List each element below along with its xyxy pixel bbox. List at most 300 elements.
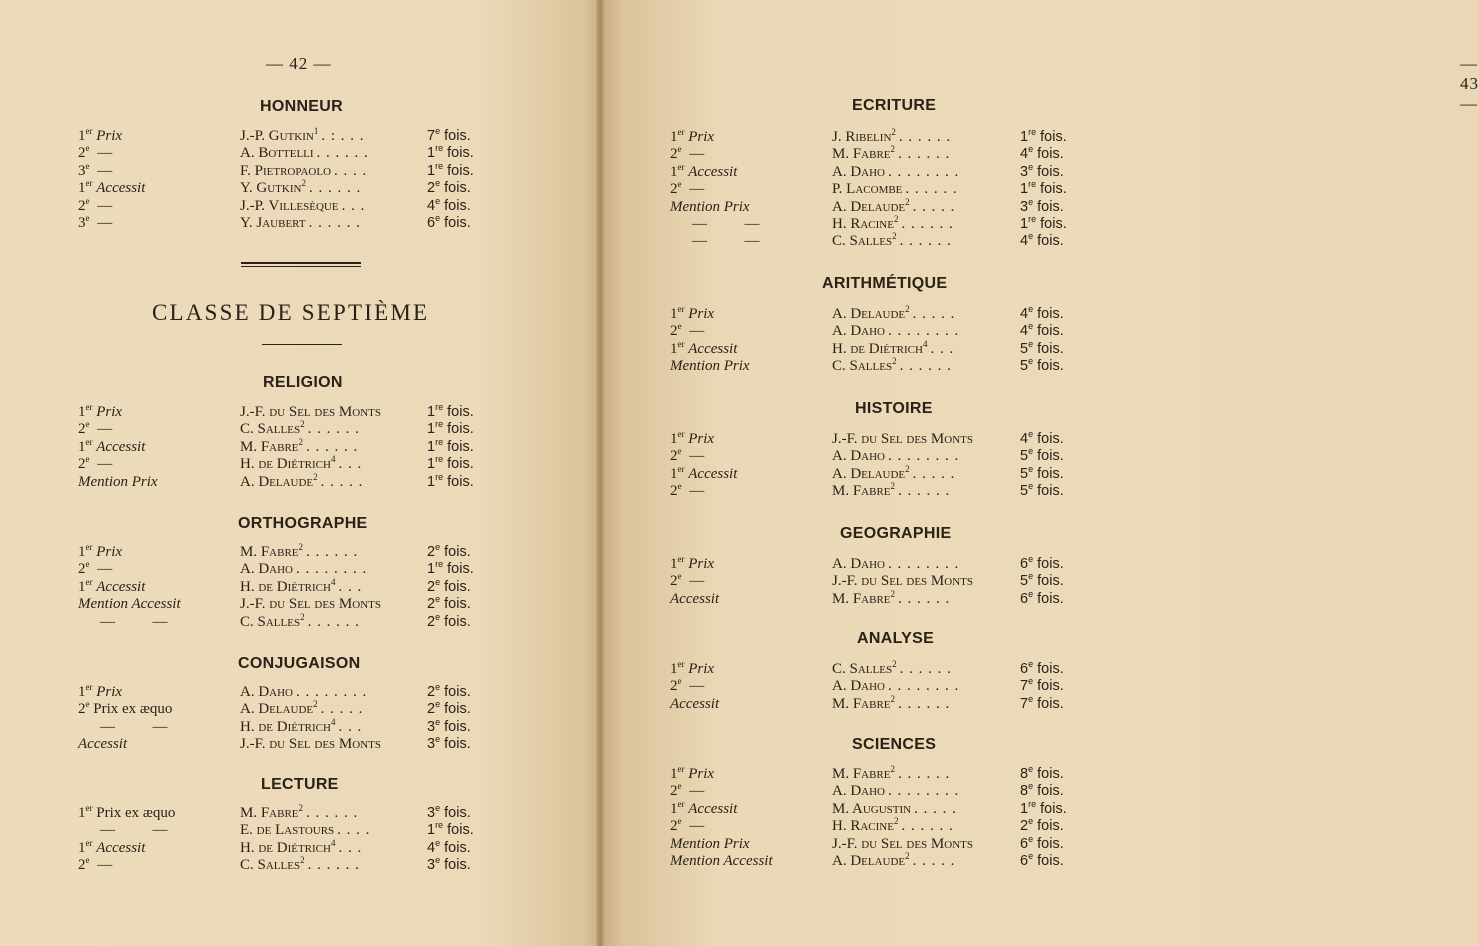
fois-word: fois. (1037, 323, 1064, 340)
student-name-text: M. Fabre (832, 766, 891, 782)
times-suffix: e (1028, 304, 1034, 315)
fois-word: fois. (1037, 163, 1064, 180)
leader-dots: . . . . . . (306, 544, 359, 560)
leader-dots: . . . . . . . . (888, 678, 960, 695)
student-name (832, 782, 959, 800)
student-name (240, 718, 362, 736)
section-heading-arithmetique: ARITHMÉTIQUE (822, 275, 948, 292)
leader-dots: . . . . . . (308, 215, 361, 231)
title-underline (262, 344, 342, 345)
student-name-text: A. Delaude (832, 853, 906, 869)
fois-word: fois. (1037, 818, 1064, 835)
award-row (670, 357, 1090, 375)
times-count (427, 804, 471, 822)
student-name (832, 180, 958, 198)
award-label (670, 215, 760, 233)
rank-number: 3 (78, 215, 86, 231)
rank-number: 2 (670, 783, 678, 800)
times-count (1020, 482, 1064, 500)
leader-dots: . . . . . (912, 465, 956, 482)
footnote-mark: 2 (905, 463, 910, 474)
times-number: 6 (1020, 835, 1029, 852)
award-label (670, 782, 704, 800)
rank-number: 2 (670, 573, 678, 590)
times-suffix: e (435, 213, 441, 224)
footnote-mark: 4 (330, 576, 336, 587)
leader-dots: . . . . . . (898, 766, 951, 782)
student-name (240, 543, 358, 561)
student-name-text: J.-F. du Sel des Monts (832, 835, 973, 852)
fois-word: fois. (1037, 573, 1064, 590)
award-row (670, 232, 1090, 250)
award-row (670, 835, 1090, 853)
student-name-text: H. de Diétrich (240, 578, 331, 595)
award-row (670, 482, 1090, 500)
award-row (670, 765, 1090, 783)
rank-suffix: e (677, 816, 682, 827)
student-name-text: J.-F. du Sel des Monts (240, 596, 381, 613)
times-count (1020, 695, 1064, 713)
times-suffix: e (1028, 676, 1034, 687)
times-count (1020, 590, 1064, 608)
award-row (670, 660, 1090, 678)
rank-suffix: er (85, 803, 93, 813)
award-label (78, 683, 122, 701)
times-number: 5 (1020, 483, 1029, 500)
student-name-text: H. de Diétrich (240, 456, 331, 473)
leader-dots: . . . (338, 839, 363, 856)
leader-dots: . . . . . . . . (296, 684, 368, 700)
times-count (1020, 765, 1064, 783)
student-name-text: A. Delaude (240, 701, 314, 718)
footnote-mark: 2 (905, 196, 910, 207)
rank-number: 1 (78, 578, 86, 595)
award-type: — (689, 146, 705, 163)
award-type: — (689, 323, 705, 340)
award-type: Accessit (96, 438, 146, 455)
times-count (427, 144, 474, 162)
times-count (1020, 128, 1067, 146)
fois-word: fois. (447, 145, 474, 162)
award-row (670, 572, 1090, 590)
award-type: Accessit (96, 839, 146, 856)
footnote-mark: 2 (298, 436, 304, 447)
fois-word: fois. (447, 473, 474, 490)
award-label (670, 590, 719, 608)
student-name (832, 163, 959, 181)
award-row (78, 856, 498, 874)
fois-word: fois. (1037, 783, 1064, 800)
times-count (427, 735, 471, 753)
times-count (1020, 198, 1064, 216)
student-name-text: M. Fabre (240, 438, 299, 455)
award-label (670, 800, 737, 818)
award-label (78, 197, 112, 215)
fois-word: fois. (1037, 465, 1064, 482)
award-type: Prix (96, 544, 123, 560)
student-name (240, 804, 358, 822)
rank-number: 1 (78, 839, 86, 856)
footnote-mark: 2 (298, 542, 304, 552)
section-heading-geographie: GEOGRAPHIE (840, 525, 952, 542)
times-number: 1 (427, 404, 436, 420)
times-number: 7 (1020, 678, 1029, 695)
leader-dots: . . . . . . (898, 146, 951, 163)
award-row (670, 305, 1090, 323)
rank-suffix: er (677, 764, 685, 774)
rank-number: 2 (78, 145, 86, 162)
times-number: 1 (1020, 129, 1029, 145)
student-name-text: A. Delaude (832, 465, 906, 482)
right-page (600, 0, 1479, 946)
times-number: 6 (1020, 590, 1029, 607)
rank-suffix: e (677, 781, 682, 792)
times-count (1020, 180, 1067, 198)
leader-dots: . . . . . . (306, 438, 359, 455)
times-count (427, 197, 471, 215)
award-label (78, 595, 181, 613)
student-name (240, 144, 369, 162)
award-label (78, 804, 175, 822)
rank-number: 2 (78, 857, 86, 874)
leader-dots: . . . . . (320, 473, 364, 490)
times-count (1020, 145, 1064, 163)
rank-number: 2 (78, 456, 86, 473)
student-name-text: J. Ribelin (832, 129, 892, 145)
award-type: — (97, 215, 113, 231)
leader-dots: . . . . . . (905, 181, 958, 198)
footnote-mark: 2 (301, 178, 306, 189)
award-type: Prix (688, 306, 715, 322)
student-name-text: H. de Diétrich (240, 839, 331, 856)
times-suffix: re (435, 471, 444, 482)
times-number: 3 (427, 718, 436, 735)
times-number: 5 (1020, 448, 1029, 465)
times-count (1020, 322, 1064, 340)
rank-number: 2 (78, 701, 86, 718)
student-name-text: A. Delaude (240, 473, 314, 490)
student-name (240, 197, 365, 215)
student-name-text: C. Salles (240, 613, 301, 630)
leader-dots: . . . . . . (899, 661, 952, 677)
times-suffix: e (1028, 693, 1034, 704)
award-type: — — (100, 822, 168, 839)
award-label (670, 447, 704, 465)
award-label (78, 839, 145, 857)
award-type: Accessit (688, 163, 738, 180)
award-row (670, 340, 1090, 358)
leader-dots: . . . . . . (316, 145, 369, 162)
times-count (427, 560, 474, 578)
student-name (832, 198, 955, 216)
times-suffix: e (435, 682, 441, 693)
award-row (78, 718, 498, 736)
leader-dots: . . . . . (912, 853, 956, 869)
footnote-mark: 2 (891, 127, 896, 137)
fois-word: fois. (1037, 146, 1064, 163)
award-label (670, 677, 704, 695)
award-row (78, 162, 498, 180)
rank-suffix: e (677, 571, 682, 582)
rank-suffix: er (677, 127, 685, 137)
student-name (240, 162, 367, 180)
times-number: 5 (1020, 340, 1029, 357)
student-name-text: F. Pietropaolo (240, 162, 332, 179)
times-suffix: e (1028, 781, 1034, 792)
fois-word: fois. (1037, 431, 1064, 447)
rank-suffix: er (677, 554, 685, 564)
fois-word: fois. (1037, 233, 1064, 250)
times-count (1020, 835, 1064, 853)
rank-suffix: er (85, 402, 93, 412)
rank-suffix: e (85, 454, 90, 465)
times-number: 1 (427, 438, 436, 455)
award-label (78, 560, 112, 578)
fois-word: fois. (447, 404, 474, 420)
times-count (427, 683, 471, 701)
student-name-text: M. Fabre (832, 695, 891, 712)
student-name-text: A. Daho (832, 556, 885, 572)
student-name-text: A. Daho (832, 783, 885, 800)
rank-number: 1 (670, 800, 678, 817)
award-row (670, 677, 1090, 695)
award-label (670, 482, 704, 500)
student-name (832, 835, 973, 853)
fois-word: fois. (444, 578, 471, 595)
times-suffix: e (1028, 816, 1034, 827)
rank-suffix: er (677, 659, 685, 669)
student-name-text: A. Daho (832, 323, 885, 340)
award-type: — (689, 573, 705, 590)
leader-dots: . . . . . (320, 701, 364, 718)
leader-dots: . . . . . . (901, 216, 954, 232)
student-name-text: P. Lacombe (832, 181, 903, 198)
student-name (240, 403, 381, 421)
footnote-mark: 2 (313, 471, 318, 482)
fois-word: fois. (1037, 853, 1064, 869)
times-suffix: re (435, 436, 444, 447)
award-row (670, 198, 1090, 216)
rank-number: 1 (670, 766, 678, 782)
rank-number: 1 (78, 404, 86, 420)
student-name-text: A. Delaude (832, 306, 906, 322)
student-name-text: A. Delaude (832, 198, 906, 215)
times-number: 1 (427, 421, 436, 438)
page-fold (596, 0, 604, 946)
rank-suffix: e (85, 559, 90, 570)
rank-number: 1 (670, 129, 678, 145)
fois-word: fois. (447, 822, 474, 839)
rank-suffix: e (677, 481, 682, 492)
leader-dots: . . . . . (914, 800, 957, 817)
times-suffix: e (435, 699, 441, 710)
times-suffix: re (435, 820, 444, 831)
times-suffix: e (435, 576, 441, 587)
student-name-text: M. Augustin (832, 800, 912, 817)
times-suffix: e (1028, 463, 1034, 474)
section-heading-histoire: HISTOIRE (855, 400, 933, 417)
times-suffix: e (1028, 481, 1034, 492)
rank-number: 1 (670, 556, 678, 572)
leader-dots: . . . . . . (307, 857, 360, 874)
award-type: — (97, 421, 113, 438)
section-heading-religion: RELIGION (263, 374, 343, 391)
rank-number: 1 (78, 684, 86, 700)
award-row (78, 179, 498, 197)
times-count (427, 595, 471, 613)
leader-dots: . . . . . . (307, 613, 360, 630)
times-count (427, 214, 471, 232)
footnote-mark: 2 (298, 803, 304, 813)
times-count (427, 543, 471, 561)
times-number: 6 (1020, 661, 1029, 677)
section-heading-sciences: SCIENCES (852, 736, 937, 753)
award-row (78, 144, 498, 162)
fois-word: fois. (444, 215, 471, 231)
rank-suffix: e (677, 144, 682, 155)
rank-suffix: er (677, 429, 685, 439)
award-label (670, 163, 737, 181)
times-number: 8 (1020, 766, 1029, 782)
student-name-text: J.-F. du Sel des Monts (240, 404, 381, 420)
student-name (240, 821, 370, 839)
student-name (240, 473, 363, 491)
leader-dots: . . . . . . (898, 695, 951, 712)
award-row (78, 839, 498, 857)
times-number: 4 (1020, 146, 1029, 163)
times-number: 8 (1020, 783, 1029, 800)
times-suffix: e (435, 126, 441, 137)
times-number: 7 (427, 128, 436, 144)
times-number: 2 (427, 684, 436, 700)
award-type: Accessit (688, 800, 738, 817)
student-name-text: H. de Diétrich (240, 718, 331, 735)
student-name-text: A. Daho (832, 163, 885, 180)
times-suffix: e (435, 716, 441, 727)
footnote-mark: 2 (890, 144, 896, 155)
rank-suffix: e (677, 321, 682, 332)
award-row (670, 782, 1090, 800)
student-name-text: M. Fabre (832, 590, 891, 607)
times-count (427, 821, 474, 839)
rank-suffix: er (85, 837, 93, 848)
rank-suffix: e (85, 419, 90, 430)
times-number: 2 (427, 701, 436, 718)
award-label (78, 543, 122, 561)
student-name (832, 590, 950, 608)
award-row (670, 180, 1090, 198)
times-suffix: re (435, 402, 444, 413)
times-suffix: e (1028, 446, 1034, 457)
times-number: 3 (1020, 198, 1029, 215)
rank-suffix: er (85, 126, 93, 136)
award-label (78, 455, 112, 473)
times-count (1020, 232, 1064, 250)
student-name-text: M. Fabre (832, 483, 891, 500)
award-label (78, 144, 112, 162)
leader-dots: . . . . . . (308, 180, 362, 197)
fois-word: fois. (444, 197, 471, 214)
award-type: Accessit (96, 578, 146, 595)
fois-word: fois. (1037, 340, 1064, 357)
award-type: Mention Prix (78, 473, 158, 490)
fois-word: fois. (447, 421, 474, 438)
student-name (240, 420, 360, 438)
footnote-mark: 2 (892, 231, 897, 242)
times-count (1020, 465, 1064, 483)
student-name (240, 438, 358, 456)
award-type: Accessit (670, 695, 720, 712)
award-row (78, 420, 498, 438)
times-suffix: e (435, 542, 441, 553)
fois-word: fois. (1037, 483, 1064, 500)
times-suffix: e (1028, 231, 1034, 242)
student-name-text: A. Bottelli (240, 145, 314, 162)
times-number: 1 (427, 456, 436, 473)
award-type: — (97, 561, 113, 578)
award-row (78, 804, 498, 822)
student-name (240, 179, 361, 197)
award-label (78, 403, 122, 421)
times-number: 3 (1020, 163, 1029, 180)
footnote-mark: 2 (890, 481, 896, 492)
fois-word: fois. (447, 162, 474, 179)
times-suffix: e (1028, 833, 1034, 844)
rank-number: 1 (670, 661, 678, 677)
fois-word: fois. (444, 839, 471, 856)
award-type: — (97, 857, 113, 874)
student-name (832, 128, 951, 146)
rank-number: 3 (78, 162, 86, 179)
leader-dots: . . . . (337, 822, 371, 839)
rank-suffix: er (677, 798, 685, 809)
rank-number: 1 (670, 465, 678, 482)
award-type: Prix ex æquo (93, 701, 173, 718)
award-label (670, 817, 704, 835)
times-number: 6 (1020, 853, 1029, 869)
times-count (1020, 357, 1064, 375)
leader-dots: . . . (338, 578, 363, 595)
award-row (78, 127, 498, 145)
award-label (670, 852, 773, 870)
award-row (78, 214, 498, 232)
times-number: 4 (1020, 306, 1029, 322)
times-suffix: re (435, 143, 444, 154)
award-row (78, 735, 498, 753)
award-label (78, 578, 145, 596)
times-count (427, 438, 474, 456)
times-suffix: e (1028, 321, 1034, 332)
double-rule-divider (241, 262, 361, 267)
times-number: 5 (1020, 573, 1029, 590)
rank-number: 2 (670, 678, 678, 695)
award-label (670, 128, 714, 146)
times-count (1020, 660, 1064, 678)
award-label (670, 305, 714, 323)
award-row (670, 465, 1090, 483)
student-name (240, 455, 362, 473)
footnote-mark: 2 (893, 816, 899, 827)
student-name-text: Y. Jaubert (240, 215, 306, 231)
section-heading-orthographe: ORTHOGRAPHE (238, 515, 368, 532)
times-suffix: e (1028, 196, 1034, 207)
award-label (78, 700, 172, 718)
award-label (670, 572, 704, 590)
fois-word: fois. (1037, 661, 1064, 677)
award-row (670, 430, 1090, 448)
times-number: 4 (1020, 431, 1029, 447)
times-count (1020, 340, 1064, 358)
